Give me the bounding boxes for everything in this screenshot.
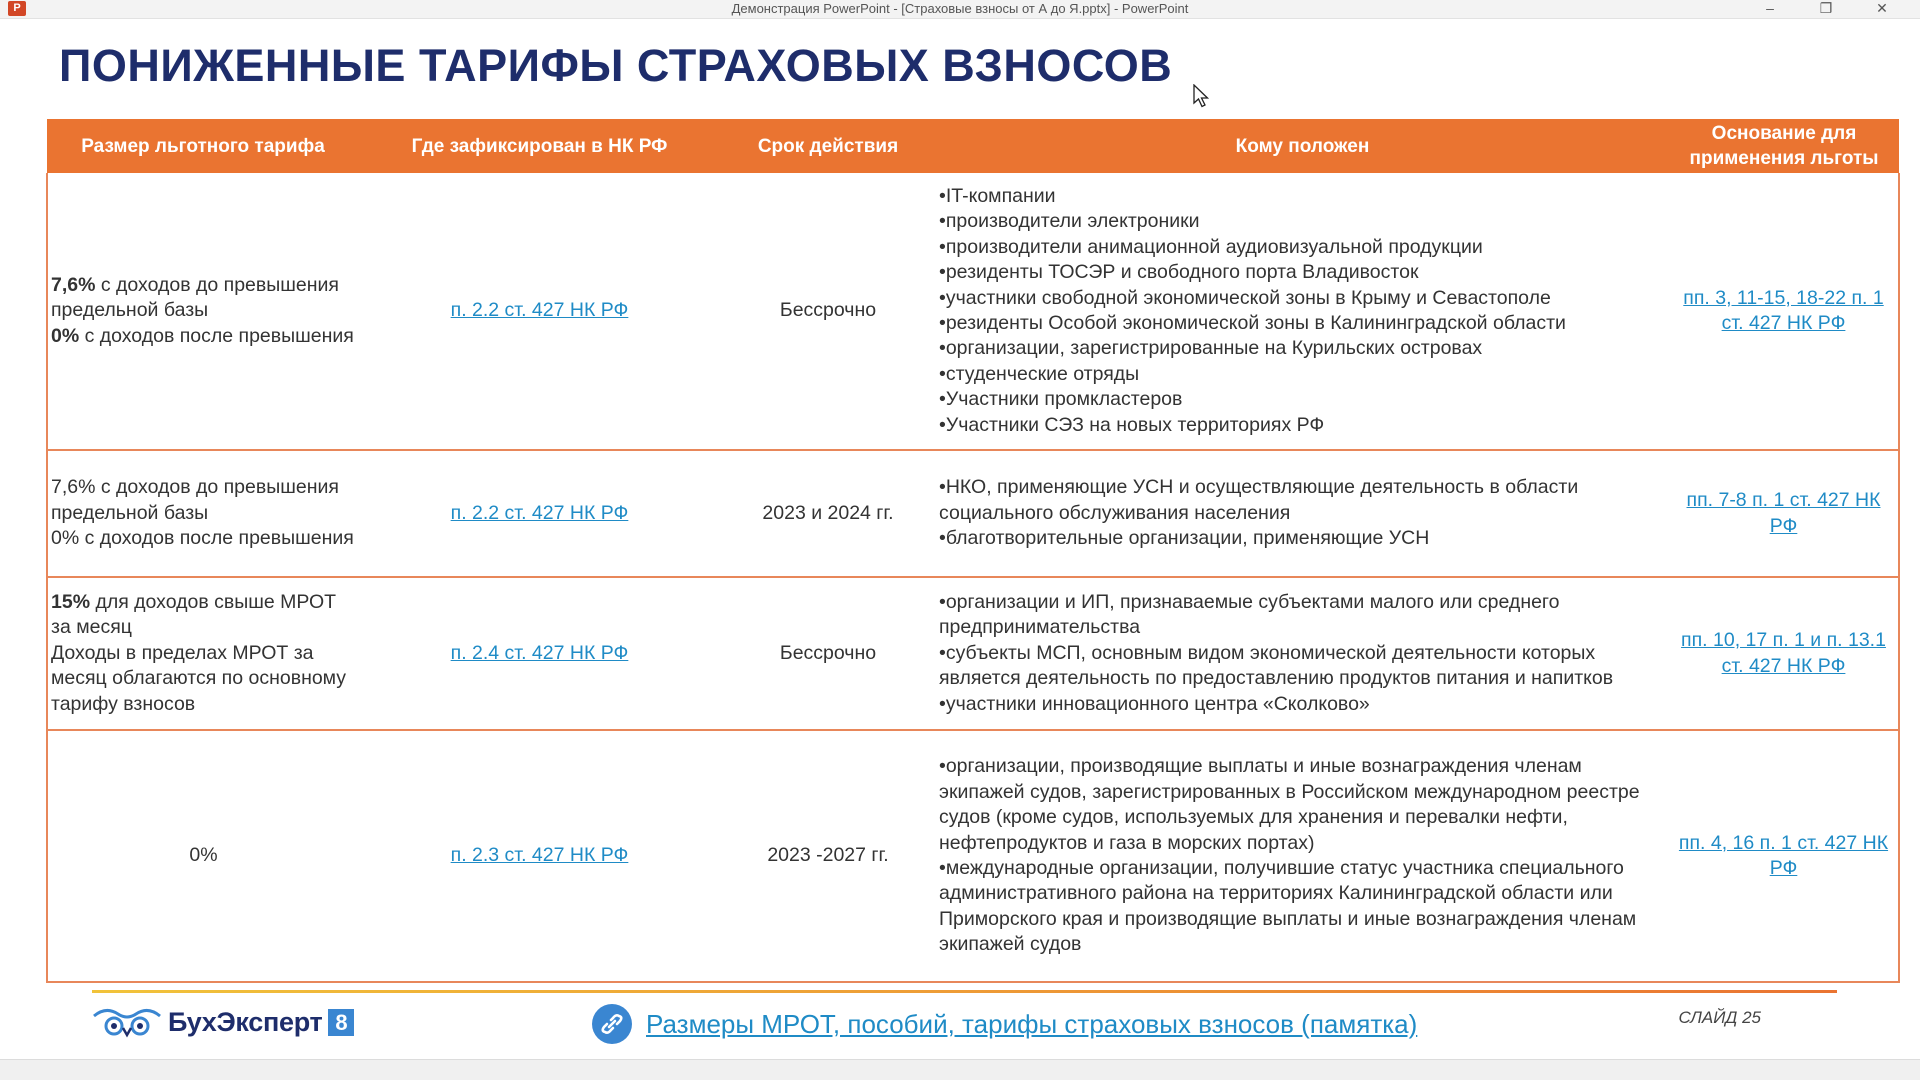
list-item: •благотворительные организации, применяющие УСН [939, 527, 1430, 550]
list-item: •резиденты ТОСЭР и свободного порта Владивосток [939, 261, 1419, 284]
basis-cell [1669, 730, 1899, 982]
basis-link[interactable]: пп. 10, 17 п. 1 и п. 13.1 ст. 427 НК РФ [1681, 629, 1886, 677]
tax-code-link[interactable]: п. 2.2 ст. 427 НК РФ [450, 299, 629, 322]
rate-cell: 0% [47, 730, 359, 982]
where-cell [359, 730, 720, 982]
list-item: •IT-компании [939, 184, 1056, 207]
list-item: •резиденты Особой экономической зоны в Калининградской области [939, 312, 1566, 334]
recipients-cell [936, 577, 1669, 730]
rate-line: 15% для доходов свыше МРОТ за месяц [51, 590, 337, 639]
slide-number: СЛАЙД 25 [1678, 1008, 1761, 1027]
list-item: •Участники промкластеров [939, 388, 1183, 411]
rate-line: 0% с доходов после превышения [51, 324, 354, 347]
basis-cell [1669, 173, 1899, 450]
basis-cell [1669, 577, 1899, 730]
list-item: •производители анимационной аудиовизуальной продукции [939, 235, 1483, 258]
list-item: •участники инновационного центра «Сколково» [939, 692, 1370, 715]
table-row [47, 173, 1899, 450]
rate-line: Доходы в пределах МРОТ за месяц облагаются по основному тарифу взносов [51, 641, 347, 715]
restore-button[interactable]: ❐ [1819, 0, 1833, 16]
term-cell: 2023 и 2024 гг. [720, 450, 936, 577]
tax-code-link[interactable]: п. 2.3 ст. 427 НК РФ [450, 844, 629, 867]
rate-line: 7,6% с доходов до превышения предельной базы [51, 273, 339, 322]
list-item: •производители электроники [939, 210, 1200, 233]
list-item: •участники свободной экономической зоны в Крыму и Севастополе [939, 286, 1551, 309]
column-header-term: Срок действия [720, 119, 936, 173]
list-item: •организации, производящие выплаты и иные вознаграждения членам экипажей судов, зарегистрированных в Российском международном реестре судов (кроме судов, используемых для хранения и перевалки нефти, нефтепродуктов и газа в морских портах) [939, 755, 1640, 854]
list-item: •организации, зарегистрированные на Курильских островах [939, 337, 1483, 360]
term-cell: 2023 -2027 гг. [720, 730, 936, 982]
window-title: Демонстрация PowerPoint - [Страховые взносы от А до Я.pptx] - PowerPoint [731, 1, 1189, 16]
status-bar [0, 1059, 1920, 1080]
powerpoint-app-icon[interactable]: P [8, 1, 26, 16]
logo-badge: 8 [328, 1009, 354, 1036]
minimize-button[interactable]: – [1766, 0, 1774, 16]
column-header-basis: Основание для применения льготы [1669, 119, 1899, 173]
memo-link-text[interactable]: Размеры МРОТ, пособий, тарифы страховых взносов (памятка) [646, 1008, 1418, 1039]
buhexpert-logo [92, 1002, 354, 1042]
column-header-recipients: Кому положен [936, 119, 1669, 173]
owl-logo-icon [92, 1002, 162, 1042]
slide-title: ПОНИЖЕННЫЕ ТАРИФЫ СТРАХОВЫХ ВЗНОСОВ [59, 40, 1173, 91]
table-row [47, 577, 1899, 730]
list-item: •Участники СЭЗ на новых территориях РФ [939, 413, 1325, 436]
table-header-row [47, 119, 1899, 173]
where-cell [359, 577, 720, 730]
logo-text: БухЭксперт [168, 1006, 323, 1037]
table-row [47, 730, 1899, 982]
list-item: •студенческие отряды [939, 362, 1140, 385]
rate-cell [47, 173, 359, 450]
rate-cell [47, 577, 359, 730]
list-item: •НКО, применяющие УСН и осуществляющие деятельность в области социального обслуживания населения [939, 476, 1579, 524]
term-cell: Бессрочно [779, 299, 877, 322]
basis-link[interactable]: пп. 3, 11-15, 18-22 п. 1 ст. 427 НК РФ [1683, 286, 1884, 334]
term-cell: Бессрочно [720, 577, 936, 730]
list-item: •организации и ИП, признаваемые субъектами малого или среднего предпринимательства [939, 590, 1560, 639]
table-row [47, 450, 1899, 577]
list-item: •международные организации, получившие статус участника специального административного района на территориях Калининградской области или Приморского края и производящие выплаты и иные вознаграждения членам экипажей судов [939, 857, 1637, 956]
footer-divider [92, 990, 1837, 993]
rate-line: 7,6% с доходов до превышения предельной базы [51, 476, 339, 524]
basis-link[interactable]: пп. 7-8 п. 1 ст. 427 НК РФ [1686, 489, 1881, 537]
recipients-cell [936, 730, 1669, 982]
memo-link[interactable] [592, 1004, 1417, 1044]
window-title-bar [0, 0, 1920, 19]
tariffs-table [46, 119, 1900, 983]
where-cell [359, 450, 720, 577]
recipients-cell [936, 450, 1669, 577]
tax-code-link[interactable]: п. 2.2 ст. 427 НК РФ [450, 501, 629, 524]
link-chain-icon[interactable] [592, 1004, 632, 1044]
mouse-cursor-icon [1193, 84, 1211, 108]
close-button[interactable]: ✕ [1876, 0, 1888, 16]
window-controls [1742, 0, 1910, 18]
column-header-where: Где зафиксирован в НК РФ [359, 119, 720, 173]
basis-cell [1669, 450, 1899, 577]
tax-code-link[interactable]: п. 2.4 ст. 427 НК РФ [450, 641, 629, 664]
rate-line: 0% с доходов после превышения [51, 527, 354, 550]
basis-link[interactable]: пп. 4, 16 п. 1 ст. 427 НК РФ [1678, 831, 1889, 879]
column-header-rate: Размер льготного тарифа [47, 119, 359, 173]
list-item: •субъекты МСП, основным видом экономической деятельности которых является деятельность по предоставлению продуктов питания и напитков [939, 641, 1614, 690]
where-cell [359, 173, 720, 450]
rate-cell [47, 450, 359, 577]
recipients-cell [936, 173, 1669, 450]
